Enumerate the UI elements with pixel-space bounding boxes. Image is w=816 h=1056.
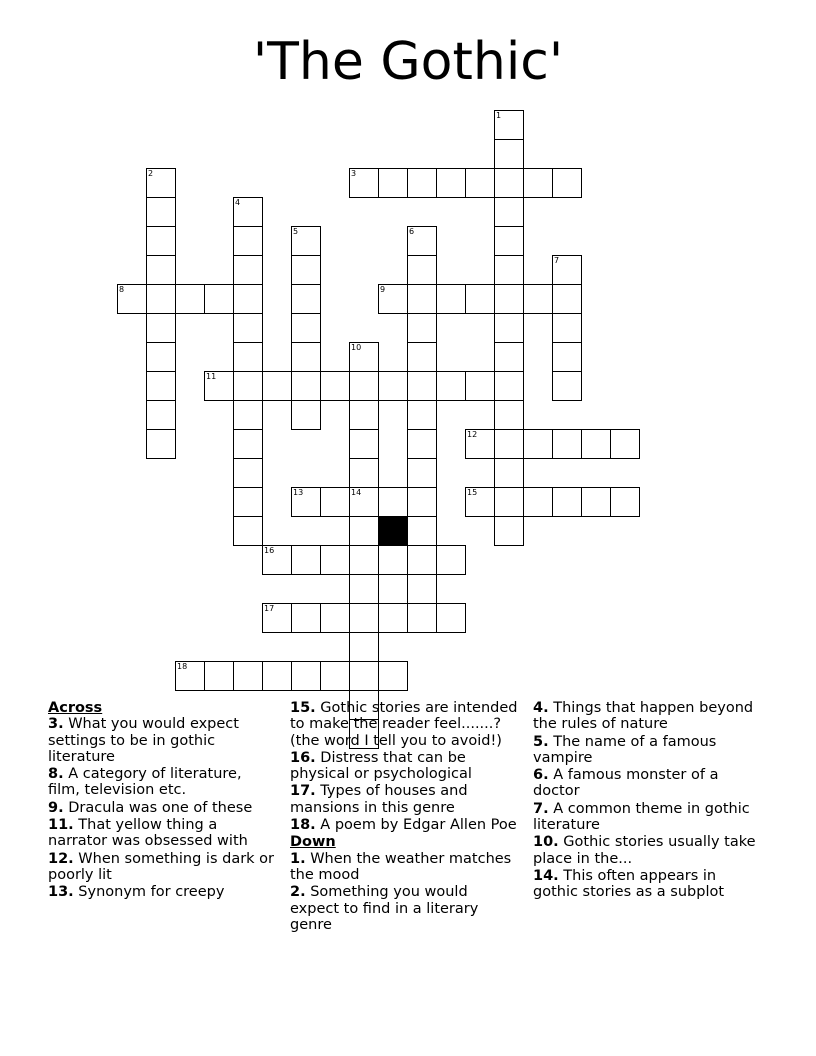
grid-cell[interactable] xyxy=(204,661,234,691)
clue-text: That yellow thing a narrator was obsessed with xyxy=(48,817,248,850)
grid-cell[interactable] xyxy=(407,255,437,285)
clue xyxy=(290,700,520,749)
clue-number: 6 xyxy=(409,227,415,236)
grid-cell[interactable] xyxy=(233,342,263,372)
clue xyxy=(290,817,520,833)
down-heading: Down xyxy=(290,834,336,851)
clue xyxy=(48,851,278,884)
clue-number-label: 6. xyxy=(533,767,549,784)
clue-number-label: 3. xyxy=(48,716,64,733)
clue-number: 9 xyxy=(380,285,386,294)
grid-cell[interactable] xyxy=(291,371,321,401)
clues-column-3 xyxy=(533,700,763,902)
clue-number-label: 15. xyxy=(290,700,316,716)
grid-cell[interactable] xyxy=(494,255,524,285)
grid-cell[interactable] xyxy=(407,603,437,633)
clue-text: When something is dark or poorly lit xyxy=(48,850,275,883)
grid-cell[interactable] xyxy=(146,342,176,372)
grid-cell[interactable] xyxy=(291,603,321,633)
clue-number-label: 5. xyxy=(533,733,549,750)
grid-cell[interactable] xyxy=(233,516,263,546)
clue-number-label: 14. xyxy=(533,867,559,884)
across-heading: Across xyxy=(48,700,103,716)
grid-cell[interactable] xyxy=(494,487,524,517)
grid-cell[interactable] xyxy=(436,168,466,198)
grid-cell[interactable] xyxy=(494,342,524,372)
clue-number: 10 xyxy=(351,343,362,352)
clue xyxy=(533,700,763,733)
grid-cell[interactable] xyxy=(349,516,379,546)
grid-cell[interactable] xyxy=(407,516,437,546)
clue-text: Gothic stories are intended to make the reader feel.......? (the word I tell you to avoid!) xyxy=(290,700,518,749)
clue-number-label: 1. xyxy=(290,850,306,867)
clue-number: 4 xyxy=(235,198,241,207)
clue-number: 13 xyxy=(293,488,304,497)
grid-cell[interactable] xyxy=(465,168,495,198)
clue-number: 2 xyxy=(148,169,154,178)
clue-number-label: 13. xyxy=(48,884,74,901)
across-clues-part1 xyxy=(48,716,278,900)
grid-cell[interactable] xyxy=(175,284,205,314)
grid-cell[interactable] xyxy=(610,429,640,459)
grid-cell[interactable] xyxy=(349,632,379,662)
grid-cell[interactable] xyxy=(233,313,263,343)
down-clues-part2 xyxy=(533,700,763,901)
clue xyxy=(533,734,763,767)
grid-cell[interactable] xyxy=(552,487,582,517)
clues-column-2 xyxy=(290,700,520,934)
clue xyxy=(290,750,520,783)
grid-cell[interactable] xyxy=(378,487,408,517)
grid-cell[interactable] xyxy=(494,400,524,430)
clue-number-label: 11. xyxy=(48,817,74,834)
grid-cell[interactable] xyxy=(552,342,582,372)
grid-cell[interactable] xyxy=(349,400,379,430)
clue-number: 12 xyxy=(467,430,478,439)
grid-cell[interactable] xyxy=(146,400,176,430)
clue-text: A category of literature, film, television etc. xyxy=(48,766,242,799)
clue xyxy=(290,851,520,884)
grid-cell[interactable] xyxy=(378,371,408,401)
grid-cell[interactable] xyxy=(320,371,350,401)
clue-text: Synonym for creepy xyxy=(73,884,225,901)
clue-number: 5 xyxy=(293,227,299,236)
clue xyxy=(48,766,278,799)
clue-number-label: 4. xyxy=(533,700,549,716)
grid-cell[interactable] xyxy=(378,603,408,633)
grid-cell[interactable] xyxy=(233,284,263,314)
grid-cell[interactable] xyxy=(233,487,263,517)
clue xyxy=(533,767,763,800)
clue-number-label: 12. xyxy=(48,850,74,867)
grid-cell[interactable] xyxy=(494,139,524,169)
clue-number-label: 18. xyxy=(290,817,316,834)
clue-text: Types of houses and mansions in this genre xyxy=(290,783,468,816)
grid-cell[interactable] xyxy=(320,487,350,517)
clue xyxy=(290,884,520,933)
grid-cell[interactable] xyxy=(494,371,524,401)
grid-cell[interactable] xyxy=(552,313,582,343)
grid-cell[interactable] xyxy=(320,661,350,691)
grid-cell[interactable] xyxy=(378,168,408,198)
grid-cell[interactable] xyxy=(523,284,553,314)
clue-text: A common theme in gothic literature xyxy=(533,800,750,834)
clue-text: Dracula was one of these xyxy=(63,799,253,816)
clue-text: A famous monster of a doctor xyxy=(533,767,719,800)
grid-cell[interactable] xyxy=(465,371,495,401)
grid-cell[interactable] xyxy=(610,487,640,517)
grid-cell[interactable] xyxy=(146,284,176,314)
grid-cell[interactable] xyxy=(581,429,611,459)
grid-cell[interactable] xyxy=(349,661,379,691)
grid-cell[interactable] xyxy=(291,313,321,343)
clue xyxy=(48,817,278,850)
grid-cell[interactable] xyxy=(552,168,582,198)
clue-number-label: 8. xyxy=(48,766,64,783)
grid-cell[interactable] xyxy=(407,342,437,372)
clue xyxy=(48,884,278,900)
grid-cell[interactable] xyxy=(291,661,321,691)
grid-cell[interactable] xyxy=(407,313,437,343)
grid-cell[interactable] xyxy=(494,168,524,198)
grid-cell[interactable] xyxy=(349,429,379,459)
grid-cell[interactable] xyxy=(146,255,176,285)
clue-text: A poem by Edgar Allen Poe xyxy=(315,817,517,834)
grid-cell[interactable] xyxy=(233,255,263,285)
clue xyxy=(290,783,520,816)
grid-cell[interactable] xyxy=(436,603,466,633)
grid-cell[interactable] xyxy=(291,255,321,285)
clue-number-label: 9. xyxy=(48,799,64,816)
grid-cell[interactable] xyxy=(233,429,263,459)
clue-number: 11 xyxy=(206,372,217,381)
grid-cell[interactable] xyxy=(349,574,379,604)
grid-cell[interactable] xyxy=(494,516,524,546)
grid-cell[interactable] xyxy=(349,458,379,488)
clue-number-label: 7. xyxy=(533,800,549,817)
grid-cell[interactable] xyxy=(378,545,408,575)
grid-cell[interactable] xyxy=(233,371,263,401)
clue-number: 8 xyxy=(119,285,125,294)
grid-cell[interactable] xyxy=(262,661,292,691)
grid-cell[interactable] xyxy=(552,371,582,401)
grid-cell[interactable] xyxy=(291,545,321,575)
grid-cell[interactable] xyxy=(146,197,176,227)
clue-number-label: 10. xyxy=(533,834,559,851)
grid-cell[interactable] xyxy=(146,371,176,401)
grid-cell[interactable] xyxy=(436,545,466,575)
grid-cell[interactable] xyxy=(523,168,553,198)
grid-cell[interactable] xyxy=(552,284,582,314)
grid-cell[interactable] xyxy=(465,284,495,314)
black-square xyxy=(378,516,408,546)
grid-cell[interactable] xyxy=(494,284,524,314)
clue-text: This often appears in gothic stories as a subplot xyxy=(533,867,725,901)
grid-cell[interactable] xyxy=(233,226,263,256)
grid-cell[interactable] xyxy=(349,545,379,575)
clue-text: When the weather matches the mood xyxy=(290,850,512,883)
clue-text: Things that happen beyond the rules of nature xyxy=(533,700,754,733)
grid-cell[interactable] xyxy=(494,313,524,343)
grid-cell[interactable] xyxy=(581,487,611,517)
grid-cell[interactable] xyxy=(494,458,524,488)
grid-cell[interactable] xyxy=(407,400,437,430)
across-clues-part2 xyxy=(290,700,520,833)
grid-cell[interactable] xyxy=(436,371,466,401)
clue-number-label: 2. xyxy=(290,884,306,901)
clue xyxy=(48,716,278,765)
clue-text: What you would expect settings to be in gothic literature xyxy=(48,716,239,765)
grid-cell[interactable] xyxy=(146,313,176,343)
clue xyxy=(533,834,763,867)
grid-cell[interactable] xyxy=(436,284,466,314)
grid-cell[interactable] xyxy=(407,371,437,401)
clue-number: 18 xyxy=(177,662,188,671)
page-title: 'The Gothic' xyxy=(252,32,564,92)
grid-cell[interactable] xyxy=(552,429,582,459)
grid-cell[interactable] xyxy=(349,603,379,633)
clue-number: 14 xyxy=(351,488,362,497)
grid-cell[interactable] xyxy=(407,168,437,198)
grid-cell[interactable] xyxy=(204,284,234,314)
clue-number: 1 xyxy=(496,111,502,120)
grid-cell[interactable] xyxy=(523,487,553,517)
grid-cell[interactable] xyxy=(407,429,437,459)
grid-cell[interactable] xyxy=(349,371,379,401)
clue-number: 16 xyxy=(264,546,275,555)
grid-cell[interactable] xyxy=(494,429,524,459)
clue-text: Gothic stories usually take place in the... xyxy=(533,834,756,867)
clue-number-label: 16. xyxy=(290,749,316,766)
grid-cell[interactable] xyxy=(320,545,350,575)
grid-cell[interactable] xyxy=(494,197,524,227)
clue-number: 15 xyxy=(467,488,478,497)
grid-cell[interactable] xyxy=(291,342,321,372)
grid-cell[interactable] xyxy=(523,429,553,459)
grid-cell[interactable] xyxy=(407,487,437,517)
grid-cell[interactable] xyxy=(262,371,292,401)
clue xyxy=(533,868,763,901)
grid-cell[interactable] xyxy=(407,545,437,575)
clue-number: 3 xyxy=(351,169,357,178)
grid-cell[interactable] xyxy=(146,429,176,459)
clue-text: The name of a famous vampire xyxy=(533,733,717,766)
grid-cell[interactable] xyxy=(494,226,524,256)
clue xyxy=(533,801,763,834)
grid-cell[interactable] xyxy=(291,400,321,430)
clue-number-label: 17. xyxy=(290,783,316,800)
grid-cell[interactable] xyxy=(320,603,350,633)
clue-number: 17 xyxy=(264,604,275,613)
clues-column-1 xyxy=(48,700,278,902)
grid-cell[interactable] xyxy=(291,284,321,314)
grid-cell[interactable] xyxy=(407,574,437,604)
clue xyxy=(48,800,278,816)
grid-cell[interactable] xyxy=(233,400,263,430)
clue-text: Something you would expect to find in a literary genre xyxy=(290,884,479,933)
grid-cell[interactable] xyxy=(146,226,176,256)
clue-number: 7 xyxy=(554,256,560,265)
down-clues-part1 xyxy=(290,851,520,933)
grid-cell[interactable] xyxy=(407,284,437,314)
grid-cell[interactable] xyxy=(407,458,437,488)
grid-cell[interactable] xyxy=(378,661,408,691)
grid-cell[interactable] xyxy=(233,661,263,691)
clue-text: Distress that can be physical or psychological xyxy=(290,749,472,783)
grid-cell[interactable] xyxy=(233,458,263,488)
